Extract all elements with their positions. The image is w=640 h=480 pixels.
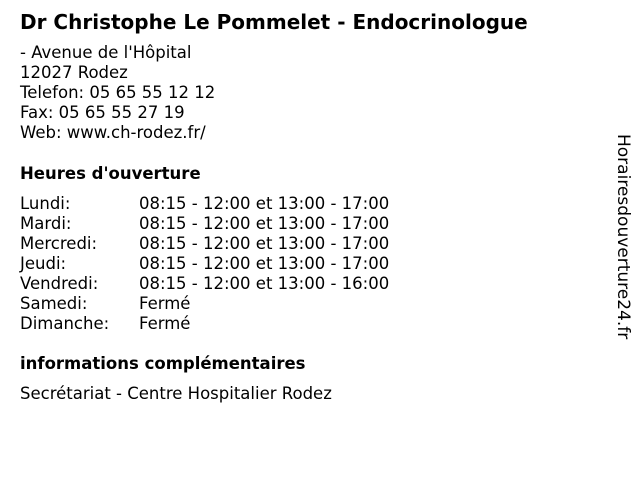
day-label: Samedi: (20, 294, 88, 313)
day-hours: Fermé (139, 294, 191, 313)
page-title: Dr Christophe Le Pommelet - Endocrinologue (20, 10, 528, 34)
opening-hours-heading: Heures d'ouverture (20, 164, 201, 183)
hours-row-friday (20, 274, 389, 294)
address-web: Web: www.ch-rodez.fr/ (20, 123, 206, 142)
hours-row-wednesday (20, 234, 389, 254)
day-label: Jeudi: (20, 254, 67, 273)
hours-row-sunday (20, 314, 389, 334)
day-hours: 08:15 - 12:00 et 13:00 - 16:00 (139, 274, 390, 293)
address-phone: Telefon: 05 65 55 12 12 (20, 83, 216, 102)
opening-hours-table (20, 194, 389, 334)
address-block (20, 43, 215, 143)
day-hours: 08:15 - 12:00 et 13:00 - 17:00 (139, 254, 390, 273)
site-watermark: Horairesdouverture24.fr (613, 134, 633, 340)
day-hours: 08:15 - 12:00 et 13:00 - 17:00 (139, 194, 390, 213)
day-label: Vendredi: (20, 274, 99, 293)
hours-row-thursday (20, 254, 389, 274)
address-city: 12027 Rodez (20, 63, 128, 82)
day-hours: Fermé (139, 314, 191, 333)
address-street: - Avenue de l'Hôpital (20, 43, 192, 62)
day-label: Lundi: (20, 194, 71, 213)
day-label: Mercredi: (20, 234, 98, 253)
hours-row-saturday (20, 294, 389, 314)
additional-info-text: Secrétariat - Centre Hospitalier Rodez (20, 384, 332, 403)
hours-row-tuesday (20, 214, 389, 234)
additional-info-heading: informations complémentaires (20, 354, 306, 373)
hours-row-monday (20, 194, 389, 214)
day-hours: 08:15 - 12:00 et 13:00 - 17:00 (139, 234, 390, 253)
day-label: Mardi: (20, 214, 72, 233)
address-fax: Fax: 05 65 55 27 19 (20, 103, 185, 122)
day-label: Dimanche: (20, 314, 110, 333)
day-hours: 08:15 - 12:00 et 13:00 - 17:00 (139, 214, 390, 233)
